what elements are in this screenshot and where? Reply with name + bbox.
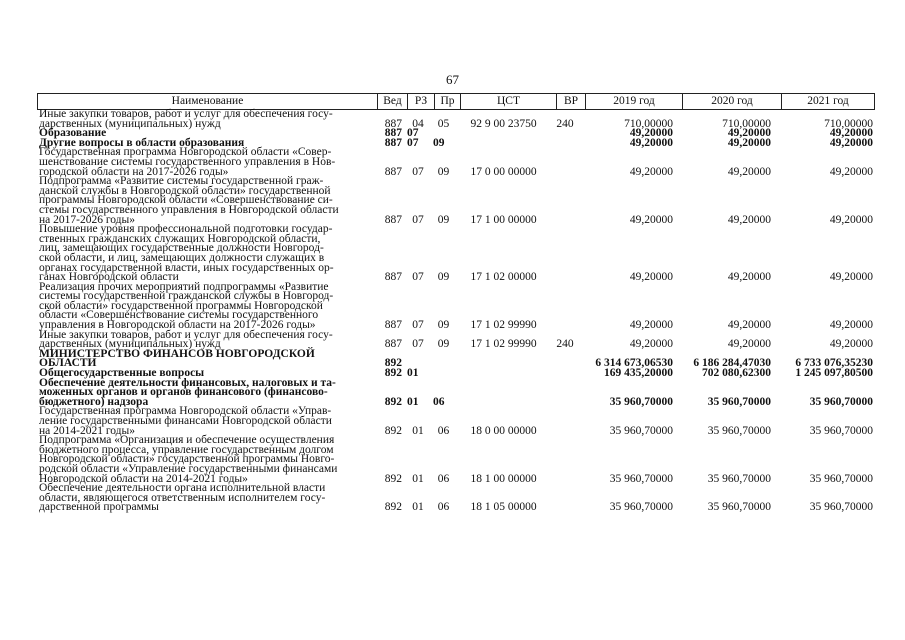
table-row bbox=[37, 436, 875, 484]
row-2021: 35 960,70000 bbox=[809, 472, 873, 485]
row-ved: 892 bbox=[384, 395, 402, 408]
row-name-line: Государственная программа Новгородской области «Управ- bbox=[39, 405, 332, 418]
row-name-line: ление государственными финансами Новгородской области bbox=[39, 415, 332, 427]
row-name-line: моженных органов и органов финансового (финансово- bbox=[39, 386, 328, 399]
row-pr: 09 bbox=[437, 213, 450, 226]
table-row bbox=[37, 328, 875, 351]
row-name-line: области «Совершенствование системы государственного bbox=[39, 309, 319, 322]
header-cst: ЦСТ bbox=[460, 94, 556, 109]
table-row bbox=[37, 484, 875, 513]
row-ved: 887 bbox=[384, 271, 402, 284]
row-name-line: Иные закупки товаров, работ и услуг для обеспечения госу- bbox=[39, 328, 333, 341]
row-2020: 49,20000 bbox=[727, 213, 771, 226]
row-ved: 892 bbox=[384, 424, 402, 437]
row-name-line: бюджетного) надзора bbox=[39, 395, 149, 408]
header-2020: 2020 год bbox=[682, 94, 781, 109]
row-2019: 6 314 673,06530 bbox=[595, 357, 673, 370]
row-2020: 49,20000 bbox=[727, 271, 771, 284]
row-2021: 49,20000 bbox=[829, 136, 873, 149]
row-2019: 49,20000 bbox=[629, 127, 673, 140]
row-ved: 892 bbox=[384, 367, 402, 380]
row-pr: 06 bbox=[437, 424, 450, 437]
row-vr: 240 bbox=[556, 338, 574, 351]
row-pr: 05 bbox=[437, 117, 450, 130]
row-ved: 887 bbox=[384, 165, 402, 178]
row-cst: 18 0 00 00000 bbox=[470, 424, 537, 437]
row-name-line: Обеспечение деятельности органа исполнительной власти bbox=[39, 482, 326, 495]
row-rz: 01 bbox=[412, 472, 424, 485]
row-pr: 09 bbox=[433, 136, 445, 149]
row-name-line: управления в Новгородской области на 2017-2026 годы» bbox=[39, 319, 316, 332]
row-rz: 01 bbox=[412, 424, 424, 437]
row-name-line: системы государственной гражданской службы в Новгород- bbox=[39, 290, 334, 303]
row-2020: 49,20000 bbox=[727, 338, 771, 351]
row-2019: 49,20000 bbox=[629, 338, 673, 351]
row-name-line: данской службы в Новгородской области» государственной bbox=[39, 184, 331, 197]
row-name-line: Образование bbox=[39, 127, 107, 140]
row-rz: 07 bbox=[412, 338, 424, 351]
row-name-line: Новгородской области» государственной программы Новго- bbox=[39, 453, 335, 466]
header-2021: 2021 год bbox=[781, 94, 874, 109]
row-name bbox=[37, 148, 376, 177]
row-pr: 06 bbox=[437, 501, 450, 514]
table-row bbox=[37, 148, 875, 177]
row-name-line: ской области» государственной программы Новгородской bbox=[39, 299, 323, 312]
row-name-line: области, являющегося ответственным исполнителем госу- bbox=[39, 491, 326, 504]
row-name-line: программы Новгородской области «Совершенствование си- bbox=[39, 194, 333, 207]
table-row bbox=[37, 280, 875, 332]
row-name-line: ственных гражданских служащих Новгородской области, bbox=[39, 232, 321, 245]
row-ved: 887 bbox=[384, 136, 402, 149]
row-name-line: Иные закупки товаров, работ и услуг для обеспечения госу- bbox=[39, 108, 333, 120]
row-cst: 92 9 00 23750 bbox=[470, 117, 537, 130]
row-cst: 17 1 00 00000 bbox=[470, 213, 537, 226]
row-2021: 49,20000 bbox=[829, 165, 873, 178]
row-2021: 49,20000 bbox=[829, 319, 873, 332]
row-ved: 887 bbox=[384, 319, 402, 332]
row-rz: 07 bbox=[412, 213, 424, 226]
row-2020: 35 960,70000 bbox=[707, 424, 771, 437]
table-row bbox=[37, 177, 875, 225]
row-name bbox=[37, 436, 376, 484]
row-2020: 35 960,70000 bbox=[707, 395, 771, 408]
row-name-line: Государственная программа Новгородской области «Совер- bbox=[39, 146, 332, 159]
row-2019: 35 960,70000 bbox=[609, 472, 673, 485]
row-2021: 49,20000 bbox=[829, 213, 873, 226]
row-2020: 49,20000 bbox=[727, 127, 771, 140]
row-2020: 702 080,62300 bbox=[702, 367, 771, 380]
row-2019: 710,00000 bbox=[624, 117, 673, 130]
row-2021: 710,00000 bbox=[824, 117, 873, 130]
row-name-line: Повышение уровня профессиональной подготовки государ- bbox=[39, 223, 333, 236]
row-name-line: Другие вопросы в области образования bbox=[39, 136, 245, 149]
row-name bbox=[37, 280, 376, 332]
row-rz: 07 bbox=[407, 136, 419, 149]
row-2021: 1 245 097,80500 bbox=[795, 367, 873, 380]
row-2021: 49,20000 bbox=[829, 338, 873, 351]
row-2019: 35 960,70000 bbox=[609, 395, 673, 408]
row-name-line: дарственных (муниципальных) нужд bbox=[39, 117, 221, 130]
row-name-line: на 2017-2026 годы» bbox=[39, 213, 136, 226]
row-name-line: Общегосударственные вопросы bbox=[39, 367, 205, 380]
header-pr: Пр bbox=[434, 94, 460, 109]
row-2019: 49,20000 bbox=[629, 213, 673, 226]
row-name bbox=[37, 225, 376, 283]
row-2020: 49,20000 bbox=[727, 319, 771, 332]
table-body bbox=[37, 110, 875, 513]
row-name-line: ской области, и лиц, замещающих должности служащих в bbox=[39, 251, 325, 264]
row-name-line: ганах Новгородской области bbox=[39, 271, 179, 284]
row-rz: 01 bbox=[412, 501, 424, 514]
row-name-line: Подпрограмма «Развитие системы государственной граж- bbox=[39, 175, 324, 188]
table-row bbox=[37, 376, 875, 408]
row-name-line: органах государственной власти, иных государственных ор- bbox=[39, 261, 334, 274]
row-2019: 35 960,70000 bbox=[609, 501, 673, 514]
row-ved: 892 bbox=[384, 357, 402, 370]
row-name-line: шенствование системы государственного управления в Нов- bbox=[39, 155, 336, 168]
row-name-line: родской области «Управление государственными финансами bbox=[39, 462, 338, 475]
row-2021: 35 960,70000 bbox=[809, 424, 873, 437]
row-2021: 49,20000 bbox=[829, 271, 873, 284]
row-2020: 35 960,70000 bbox=[707, 501, 771, 514]
row-cst: 17 1 02 00000 bbox=[470, 271, 537, 284]
row-rz: 07 bbox=[412, 271, 424, 284]
row-name-line: Реализация прочих мероприятий подпрограммы «Развитие bbox=[39, 280, 329, 293]
row-2021: 6 733 076,35230 bbox=[795, 357, 873, 370]
header-2019: 2019 год bbox=[585, 94, 682, 109]
row-rz: 07 bbox=[412, 165, 424, 178]
header-vr: ВР bbox=[556, 94, 585, 109]
row-pr: 09 bbox=[437, 271, 450, 284]
row-ved: 887 bbox=[384, 117, 402, 130]
row-rz: 04 bbox=[412, 117, 424, 130]
row-pr: 06 bbox=[433, 395, 445, 408]
row-name-line: Обеспечение деятельности финансовых, налоговых и та- bbox=[39, 376, 336, 389]
row-ved: 892 bbox=[384, 472, 402, 485]
row-rz: 07 bbox=[407, 127, 419, 140]
row-pr: 09 bbox=[437, 319, 450, 332]
row-cst: 17 0 00 00000 bbox=[470, 165, 537, 178]
row-name-line: Подпрограмма «Организация и обеспечение осуществления bbox=[39, 434, 335, 447]
row-name bbox=[37, 328, 376, 351]
header-rz: РЗ bbox=[407, 94, 434, 109]
row-name-line: стемы государственного управления в Новгородской области bbox=[39, 203, 339, 216]
row-2020: 710,00000 bbox=[722, 117, 771, 130]
row-vr: 240 bbox=[556, 117, 574, 130]
row-name-line: ОБЛАСТИ bbox=[39, 357, 97, 370]
budget-table bbox=[37, 93, 875, 513]
row-cst: 17 1 02 99990 bbox=[470, 319, 537, 332]
row-2019: 49,20000 bbox=[629, 319, 673, 332]
row-name bbox=[37, 376, 376, 408]
row-2020: 49,20000 bbox=[727, 165, 771, 178]
row-rz: 01 bbox=[407, 395, 419, 408]
row-rz: 01 bbox=[407, 367, 419, 380]
row-2019: 169 435,20000 bbox=[604, 367, 673, 380]
row-2019: 49,20000 bbox=[629, 165, 673, 178]
page-number: 67 bbox=[446, 72, 459, 87]
row-ved: 892 bbox=[384, 501, 402, 514]
row-name bbox=[37, 177, 376, 225]
header-ved: Вед bbox=[377, 94, 407, 109]
row-cst: 18 1 00 00000 bbox=[470, 472, 537, 485]
row-name bbox=[37, 407, 376, 436]
row-name-line: на 2014-2021 годы» bbox=[39, 424, 136, 437]
row-cst: 18 1 05 00000 bbox=[470, 501, 537, 514]
table-row bbox=[37, 407, 875, 436]
row-2021: 35 960,70000 bbox=[809, 395, 873, 408]
row-pr: 06 bbox=[437, 472, 450, 485]
row-ved: 887 bbox=[384, 127, 402, 140]
row-name-line: лиц, замещающих государственные должности Новгород- bbox=[39, 242, 324, 255]
row-pr: 09 bbox=[437, 338, 450, 351]
row-2020: 35 960,70000 bbox=[707, 472, 771, 485]
row-ved: 887 bbox=[384, 213, 402, 226]
row-name-line: бюджетного процесса, управление государственным долгом bbox=[39, 443, 334, 456]
row-name-line: городской области на 2017-2026 годы» bbox=[39, 165, 229, 178]
row-2019: 49,20000 bbox=[629, 136, 673, 149]
row-2021: 35 960,70000 bbox=[809, 501, 873, 514]
header-name: Наименование bbox=[171, 95, 244, 107]
row-rz: 07 bbox=[412, 319, 424, 332]
row-2021: 49,20000 bbox=[829, 127, 873, 140]
row-pr: 09 bbox=[437, 165, 450, 178]
row-2020: 6 186 284,47030 bbox=[693, 357, 771, 370]
row-name-line: Новгородской области на 2014-2021 годы» bbox=[39, 472, 248, 485]
row-name bbox=[37, 484, 376, 513]
row-name-line: дарственной программы bbox=[39, 501, 159, 514]
table-row bbox=[37, 225, 875, 283]
row-cst: 17 1 02 99990 bbox=[470, 338, 537, 351]
row-name-line: МИНИСТЕРСТВО ФИНАНСОВ НОВГОРОДСКОЙ bbox=[39, 347, 315, 360]
row-2019: 49,20000 bbox=[629, 271, 673, 284]
row-2019: 35 960,70000 bbox=[609, 424, 673, 437]
row-name-line: дарственных (муниципальных) нужд bbox=[39, 338, 221, 351]
row-ved: 887 bbox=[384, 338, 402, 351]
row-2020: 49,20000 bbox=[727, 136, 771, 149]
